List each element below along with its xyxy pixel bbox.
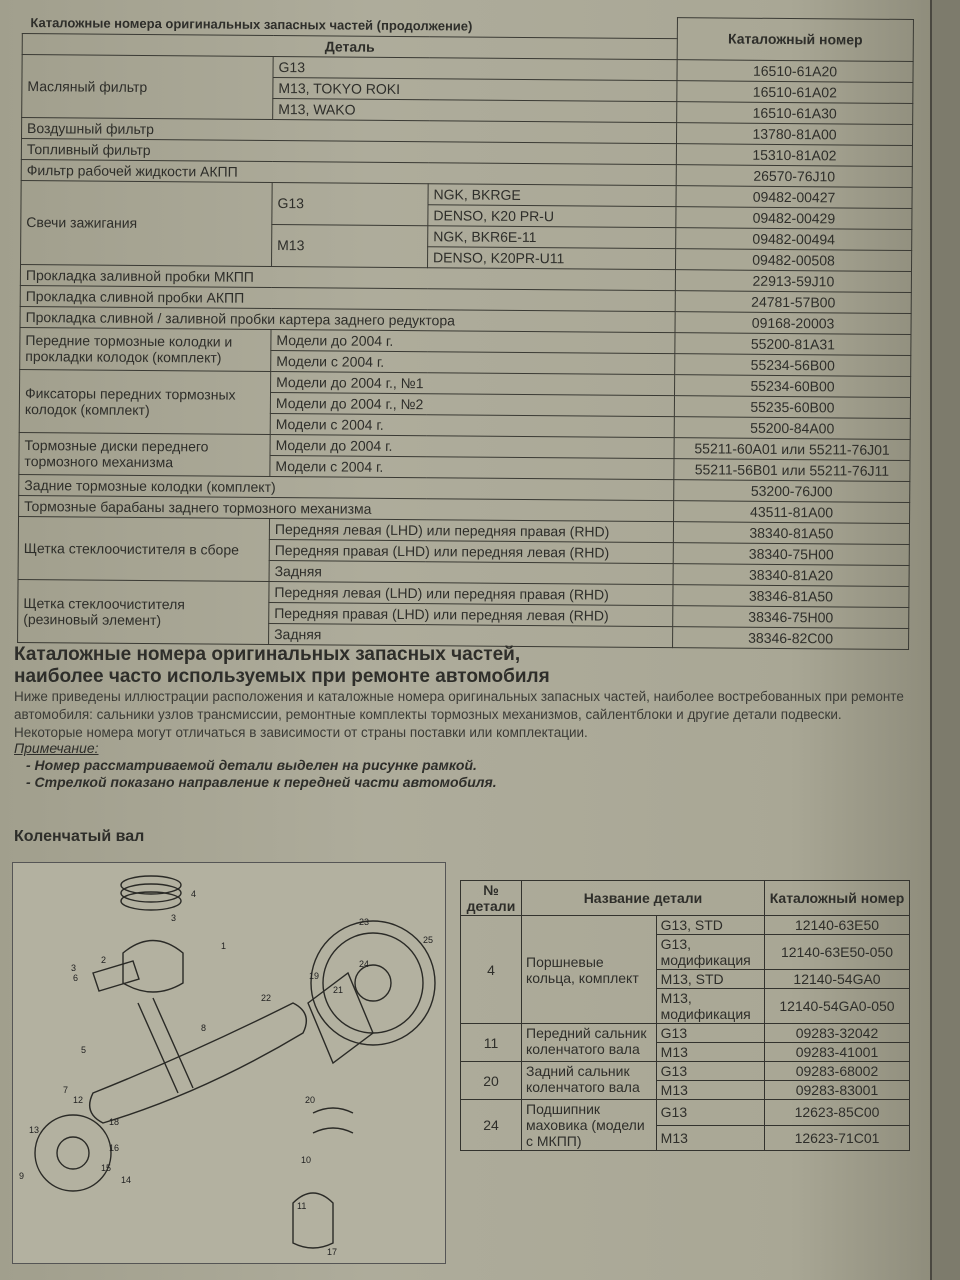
callout-label: 8 bbox=[201, 1023, 207, 1033]
catalog-number: 38340-81A50 bbox=[673, 521, 909, 544]
table-row bbox=[461, 916, 910, 935]
part-number-ref: 11 bbox=[461, 1024, 522, 1062]
crankshaft-parts-table bbox=[460, 880, 910, 1151]
part-name: Передний сальник коленчатого вала bbox=[522, 1024, 657, 1062]
catalog-number: 16510-61A02 bbox=[677, 80, 913, 103]
callout-label: 4 bbox=[191, 889, 197, 899]
catalog-number: 12623-71C01 bbox=[765, 1125, 910, 1151]
catalog-number: 55234-56B00 bbox=[675, 353, 911, 376]
catalog-number: 55200-81A31 bbox=[675, 332, 911, 355]
catalog-number: 09283-83001 bbox=[765, 1081, 910, 1100]
part-variant: M13 bbox=[272, 224, 428, 267]
table-caption: Каталожные номера оригинальных запасных частей (продолжение) bbox=[30, 15, 473, 34]
table-row bbox=[461, 1100, 910, 1126]
callout-label: 7 bbox=[63, 1085, 69, 1095]
part-number-ref: 24 bbox=[461, 1100, 522, 1151]
col-header-no: № детали bbox=[461, 881, 522, 916]
note-item: - Номер рассматриваемой детали выделен на рисунке рамкой. bbox=[26, 757, 477, 773]
catalog-number: 09482-00508 bbox=[676, 248, 912, 271]
part-variant: M13, WAKO bbox=[273, 98, 677, 122]
col-header-detail: Деталь bbox=[22, 33, 677, 59]
part-name: Задние тормозные колодки (комплект) bbox=[19, 474, 674, 500]
part-name: Подшипник маховика (модели с МКПП) bbox=[522, 1100, 657, 1151]
part-name: Прокладка сливной / заливной пробки картера заднего редуктора bbox=[20, 306, 675, 332]
note-item: - Стрелкой показано направление к передней части автомобиля. bbox=[26, 774, 497, 790]
catalog-number: 09482-00427 bbox=[676, 185, 912, 208]
part-variant: Задняя bbox=[269, 623, 673, 647]
catalog-number: 22913-59J10 bbox=[675, 269, 911, 292]
catalog-number: 13780-81A00 bbox=[676, 122, 912, 145]
part-variant: Модели с 2004 г. bbox=[271, 350, 675, 374]
crankshaft-title: Коленчатый вал bbox=[14, 828, 145, 845]
catalog-number: 26570-76J10 bbox=[676, 164, 912, 187]
parts-table-continued bbox=[17, 12, 914, 649]
table-row bbox=[461, 1024, 910, 1043]
catalog-number: 55235-60B00 bbox=[674, 395, 910, 418]
callout-label: 3 bbox=[171, 913, 177, 923]
callout-label: 20 bbox=[305, 1095, 316, 1105]
part-variant: M13 bbox=[656, 1043, 764, 1062]
catalog-number: 12140-54GA0-050 bbox=[765, 989, 910, 1024]
part-number-ref: 4 bbox=[461, 916, 522, 1024]
part-variant: Модели с 2004 г. bbox=[270, 413, 674, 437]
catalog-number: 09283-41001 bbox=[765, 1043, 910, 1062]
part-name: Щетка стеклоочистителя в сборе bbox=[18, 516, 269, 581]
part-name: Фильтр рабочей жидкости АКПП bbox=[21, 159, 676, 185]
part-name: Воздушный фильтр bbox=[22, 117, 677, 143]
catalog-number: 12140-54GA0 bbox=[765, 970, 910, 989]
part-variant: G13 bbox=[273, 56, 677, 80]
part-variant: M13 bbox=[656, 1125, 764, 1151]
part-variant: Передняя правая (LHD) или передняя левая (RHD) bbox=[269, 602, 673, 626]
callout-label: 19 bbox=[309, 971, 320, 981]
part-subvariant: NGK, BKR6E-11 bbox=[428, 225, 676, 248]
part-name: Передние тормозные колодки и прокладки колодок (комплект) bbox=[20, 327, 271, 371]
part-name: Прокладка заливной пробки МКПП bbox=[20, 264, 675, 290]
catalog-number: 12623-85C00 bbox=[765, 1100, 910, 1126]
part-name: Задний сальник коленчатого вала bbox=[522, 1062, 657, 1100]
catalog-number: 55234-60B00 bbox=[675, 374, 911, 397]
catalog-number: 09482-00494 bbox=[676, 227, 912, 250]
callout-label: 3 bbox=[71, 963, 77, 973]
adjacent-page-edge bbox=[930, 0, 960, 1280]
part-variant: Модели до 2004 г. bbox=[270, 434, 674, 458]
part-variant: Модели до 2004 г. bbox=[271, 329, 675, 353]
part-variant: M13, модификация bbox=[656, 989, 764, 1024]
note bbox=[14, 740, 497, 791]
catalog-number: 38346-75H00 bbox=[673, 605, 909, 628]
table-row bbox=[461, 1062, 910, 1081]
col-header-number: Каталожный номер bbox=[765, 881, 910, 916]
callout-label: 13 bbox=[29, 1125, 40, 1135]
callout-label: 17 bbox=[327, 1247, 338, 1257]
part-name: Тормозные барабаны заднего тормозного механизма bbox=[19, 495, 674, 521]
catalog-number: 53200-76J00 bbox=[674, 479, 910, 502]
callout-label: 23 bbox=[359, 917, 370, 927]
callout-label: 5 bbox=[81, 1045, 87, 1055]
part-name: Щетка стеклоочистителя (резиновый элемент) bbox=[18, 579, 269, 644]
callout-label: 2 bbox=[101, 955, 107, 965]
col-header-number: Каталожный номер bbox=[677, 18, 913, 61]
part-subvariant: NGK, BKRGE bbox=[428, 183, 676, 206]
catalog-number: 55200-84A00 bbox=[674, 416, 910, 439]
callout-label: 9 bbox=[19, 1171, 25, 1181]
part-name: Масляный фильтр bbox=[22, 54, 273, 119]
catalog-number: 38340-75H00 bbox=[673, 542, 909, 565]
part-variant: Передняя левая (LHD) или передняя правая (RHD) bbox=[269, 518, 673, 542]
part-subvariant: DENSO, K20PR-U11 bbox=[428, 246, 676, 269]
part-variant: G13 bbox=[656, 1024, 764, 1043]
diagram-drawing bbox=[13, 863, 445, 1263]
intro-paragraph: Ниже приведены иллюстрации расположения и каталожные номера оригинальных запасных частей, наиболее востребованных при ремонте автомобиля: сальники узлов трансмиссии, ремонтные комплекты тормозных механизмов, сайлентблоки и другие детали подвески. Некоторые номера могут отличаться в зависимости от страны поставки или комплектации. bbox=[14, 689, 904, 740]
callout-label: 22 bbox=[261, 993, 272, 1003]
catalog-number: 15310-81A02 bbox=[676, 143, 912, 166]
catalog-number: 38346-81A50 bbox=[673, 584, 909, 607]
part-variant: Передняя левая (LHD) или передняя правая (RHD) bbox=[269, 581, 673, 605]
callout-label: 24 bbox=[359, 959, 370, 969]
catalog-number: 55211-60A01 или 55211-76J01 bbox=[674, 437, 910, 460]
callout-label: 1 bbox=[221, 941, 227, 951]
callout-label: 25 bbox=[423, 935, 434, 945]
part-variant: G13 bbox=[656, 1100, 764, 1126]
callout-label: 6 bbox=[73, 973, 79, 983]
part-variant: M13, STD bbox=[656, 970, 764, 989]
catalog-number: 12140-63E50 bbox=[765, 916, 910, 935]
note-label: Примечание: bbox=[14, 740, 99, 756]
part-name: Тормозные диски переднего тормозного механизма bbox=[19, 432, 270, 476]
catalog-number: 38346-82C00 bbox=[673, 626, 909, 649]
part-variant: Модели с 2004 г. bbox=[270, 455, 674, 479]
part-subvariant: DENSO, K20 PR-U bbox=[428, 204, 676, 227]
callout-label: 21 bbox=[333, 985, 344, 995]
part-name: Поршневые кольца, комплект bbox=[522, 916, 657, 1024]
col-header-name: Название детали bbox=[522, 881, 765, 916]
part-variant: G13 bbox=[656, 1062, 764, 1081]
catalog-number: 09283-68002 bbox=[765, 1062, 910, 1081]
part-name: Свечи зажигания bbox=[21, 180, 273, 266]
part-name: Прокладка сливной пробки АКПП bbox=[20, 285, 675, 311]
part-name: Фиксаторы передних тормозных колодок (комплект) bbox=[19, 369, 270, 434]
crankshaft-exploded-diagram bbox=[12, 862, 446, 1264]
callout-label: 11 bbox=[297, 1201, 307, 1211]
callout-label: 10 bbox=[301, 1155, 312, 1165]
part-variant: G13, STD bbox=[656, 916, 764, 935]
part-variant: M13 bbox=[656, 1081, 764, 1100]
part-variant: G13 bbox=[272, 182, 428, 225]
part-variant: M13, TOKYO ROKI bbox=[273, 77, 677, 101]
part-variant: G13, модификация bbox=[656, 935, 764, 970]
part-variant: Задняя bbox=[269, 560, 673, 584]
callout-label: 12 bbox=[73, 1095, 84, 1105]
part-variant: Модели до 2004 г., №1 bbox=[271, 371, 675, 395]
catalog-number: 38340-81A20 bbox=[673, 563, 909, 586]
title-line-1: Каталожные номера оригинальных запасных частей, bbox=[14, 644, 521, 665]
catalog-number: 24781-57B00 bbox=[675, 290, 911, 313]
callout-label: 18 bbox=[109, 1117, 120, 1127]
catalog-number: 09168-20003 bbox=[675, 311, 911, 334]
part-variant: Передняя правая (LHD) или передняя левая (RHD) bbox=[269, 539, 673, 563]
catalog-number: 16510-61A30 bbox=[677, 101, 913, 124]
catalog-number: 43511-81A00 bbox=[674, 500, 910, 523]
part-variant: Модели до 2004 г., №2 bbox=[270, 392, 674, 416]
part-number-ref: 20 bbox=[461, 1062, 522, 1100]
callout-label: 16 bbox=[109, 1143, 120, 1153]
catalog-number: 12140-63E50-050 bbox=[765, 935, 910, 970]
title-line-2: наиболее часто используемых при ремонте автомобиля bbox=[14, 666, 550, 687]
part-name: Топливный фильтр bbox=[21, 138, 676, 164]
catalog-number: 09283-32042 bbox=[765, 1024, 910, 1043]
callout-label: 15 bbox=[101, 1163, 112, 1173]
catalog-number: 16510-61A20 bbox=[677, 59, 913, 82]
section-title bbox=[14, 644, 550, 688]
catalog-number: 55211-56B01 или 55211-76J11 bbox=[674, 458, 910, 481]
catalog-number: 09482-00429 bbox=[676, 206, 912, 229]
callout-label: 14 bbox=[121, 1175, 132, 1185]
